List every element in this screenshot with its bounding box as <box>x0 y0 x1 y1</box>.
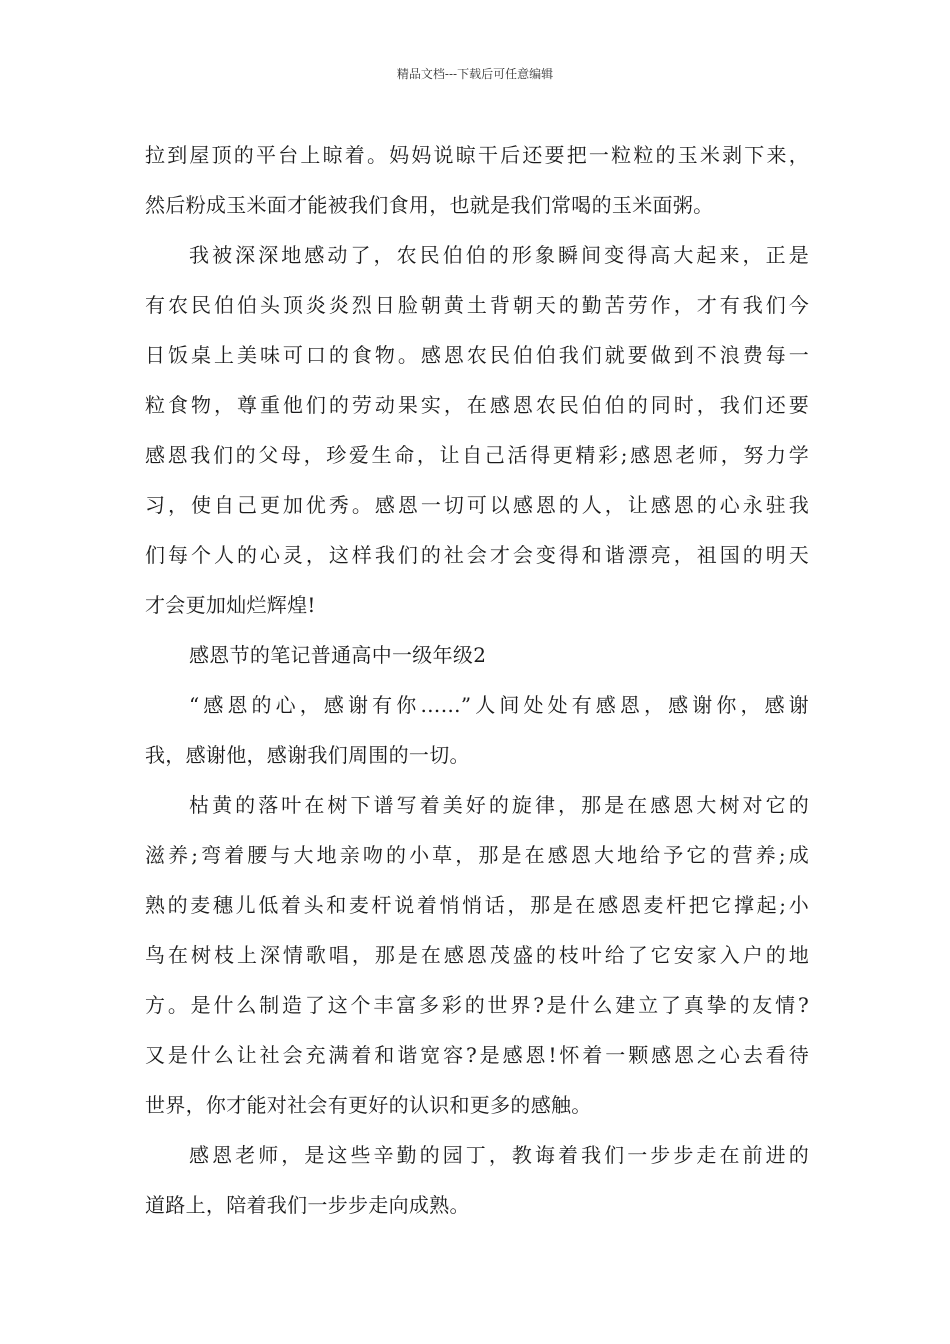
text-line: 我，感谢他，感谢我们周围的一切。 <box>145 743 470 767</box>
text-line: 方。是什么制造了这个丰富多彩的世界?是什么建立了真挚的友情? <box>145 993 809 1017</box>
section-heading: 感恩节的笔记普通高中一级年级2 <box>189 643 487 667</box>
text-line: 习，使自己更加优秀。感恩一切可以感恩的人，让感恩的心永驻我 <box>145 493 809 517</box>
text-line: 道路上，陪着我们一步步走向成熟。 <box>145 1193 470 1217</box>
text-line: 我被深深地感动了，农民伯伯的形象瞬间变得高大起来，正是 <box>189 243 809 267</box>
text-line: 感恩我们的父母，珍爱生命，让自己活得更精彩;感恩老师，努力学 <box>145 443 809 467</box>
text-line: 滋养;弯着腰与大地亲吻的小草，那是在感恩大地给予它的营养;成 <box>145 843 809 867</box>
page-header: 精品文档---下载后可任意编辑 <box>396 67 554 81</box>
text-line: 然后粉成玉米面才能被我们食用，也就是我们常喝的玉米面粥。 <box>145 193 714 217</box>
text-line: 拉到屋顶的平台上晾着。妈妈说晾干后还要把一粒粒的玉米剥下来， <box>145 143 809 167</box>
text-line: 鸟在树枝上深情歌唱，那是在感恩茂盛的枝叶给了它安家入户的地 <box>145 943 809 967</box>
text-line: 日饭桌上美味可口的食物。感恩农民伯伯我们就要做到不浪费每一 <box>145 343 809 367</box>
text-line: 又是什么让社会充满着和谐宽容?是感恩!怀着一颗感恩之心去看待 <box>145 1043 809 1067</box>
text-line: 们每个人的心灵，这样我们的社会才会变得和谐漂亮，祖国的明天 <box>145 543 809 567</box>
text-line: 才会更加灿烂辉煌! <box>145 593 316 617</box>
text-line: “感恩的心，感谢有你……”人间处处有感恩，感谢你，感谢 <box>189 693 809 717</box>
text-line: 枯黄的落叶在树下谱写着美好的旋律，那是在感恩大树对它的 <box>189 793 809 817</box>
text-line: 有农民伯伯头顶炎炎烈日脸朝黄土背朝天的勤苦劳作，才有我们今 <box>145 293 809 317</box>
text-line: 世界，你才能对社会有更好的认识和更多的感触。 <box>145 1093 592 1117</box>
text-line: 熟的麦穗儿低着头和麦杆说着悄悄话，那是在感恩麦杆把它撑起;小 <box>145 893 809 917</box>
document-body <box>145 130 809 1230</box>
text-line: 感恩老师，是这些辛勤的园丁，教诲着我们一步步走在前进的 <box>189 1143 809 1167</box>
text-line: 粒食物，尊重他们的劳动果实，在感恩农民伯伯的同时，我们还要 <box>145 393 809 417</box>
